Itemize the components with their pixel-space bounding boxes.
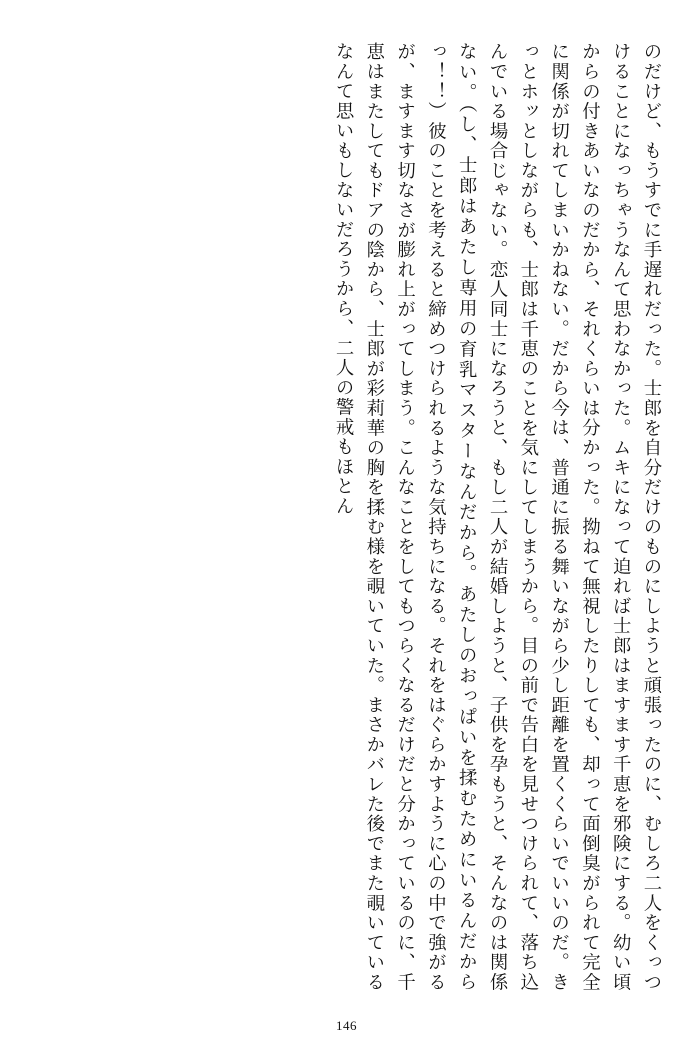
body-paragraph: のだけど、もうすでに手遅れだった。士郎を自分だけのものにしようと頑張ったのに、むしろ二人をくっつけることになっちゃうなんて思わなかった。ムキになって迫れば士郎はますます千恵を邪険にする。幼い頃からの付きあいなのだから、それくらいは分かった。拗ねて無視したりしても、却って面倒臭がられて完全に関係が切れてしまいかねない。だから今は、普通に振る舞いながら少し距離を置くくらいでいいのだ。きっとホッとしながらも、士郎は千恵のことを気にしてしまうから。目の前で告白を見せつけられて、落ち込んでいる場合じゃない。恋人同士になろうと、もし二人が結婚しようと、子供を孕もうと、そんなのは関係ない。（し、士郎はあたし専用の育乳マスターなんだから。あたしのおっぱいを揉むためにいるんだからっ！！）彼のことを考えると締めつけられるような気持ちになる。それをはぐらかすように心の中で強がるが、ますます切なさが膨れ上がってしまう。こんなことをしてもつらくなるだけだと分かっているのに、千恵はまたしてもドアの陰から、士郎が彩莉華の胸を揉む様を覗いていた。まさかバレた後でまた覗いているなんて思いもしないだろうから、二人の警戒もほとん [334, 42, 662, 992]
page-number: 146 [336, 1018, 357, 1033]
page-body-text [26, 42, 667, 992]
